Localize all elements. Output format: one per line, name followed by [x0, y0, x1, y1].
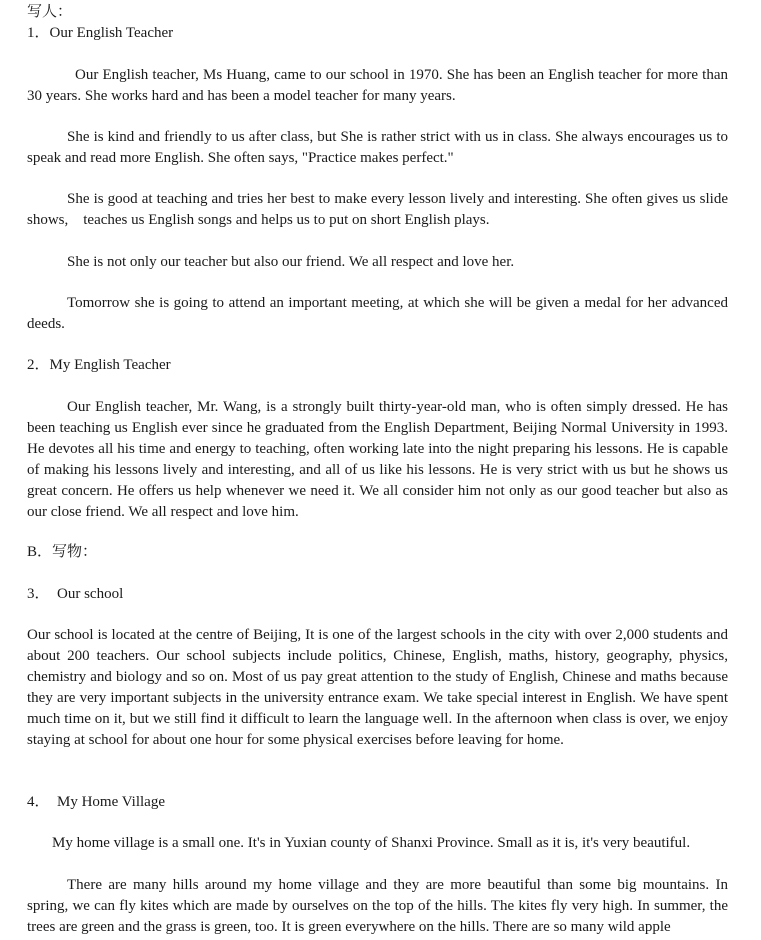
essay3-heading: 3． Our school: [27, 586, 124, 602]
essay2-paragraph: Our English teacher, Mr. Wang, is a strongly built thirty-year-old man, who is often simply dressed. He has been teaching us English ever since he graduated from the English Department, Beijing Normal University in 1993. He devotes all his time and energy to teaching, often working late into the night preparing his lessons. He is capable of making his lessons lively and interesting, and all of us like his lessons. He is very strict with us but he shows us great concern. He offers us help whenever we need it. We all consider him not only as our good teacher but also as our close friend. We all respect and love him.: [27, 399, 728, 520]
essay1-paragraph-3: She is good at teaching and tries her best to make every lesson lively and interesting. She often gives us slide shows, teaches us English songs and helps us to put on short English plays.: [27, 191, 728, 228]
essay4-paragraph-1: My home village is a small one. It's in Yuxian county of Shanxi Province. Small as it is, it's very beautiful.: [52, 835, 691, 851]
essay1-paragraph-5: Tomorrow she is going to attend an important meeting, at which she will be given a medal for her advanced deeds.: [27, 295, 728, 332]
essay4-heading: 4． My Home Village: [27, 794, 165, 810]
essay1-paragraph-2: She is kind and friendly to us after class, but She is rather strict with us in class. She always encourages us to speak and read more English. She often says, "Practice makes perfect.": [27, 129, 728, 166]
section-b-label: B．写物：: [27, 544, 98, 560]
essay3-paragraph: Our school is located at the centre of Beijing, It is one of the largest schools in the city with over 2,000 students and about 200 teachers. Our school subjects include politics, Chinese, English, maths, history, geography, physics, chemistry and biology and so on. Most of us pay great attention to the study of English, Chinese and maths because they are very important subjects in the university entrance exam. We take special interest in English. We have spent much time on it, but we still find it difficult to learn the language well. In the afternoon when class is over, we enjoy staying at school for about one hour for some physical exercises before leaving for home.: [27, 627, 728, 748]
essay1-heading: 1．Our English Teacher: [27, 25, 174, 41]
essay2-heading: 2．My English Teacher: [27, 357, 171, 373]
section-a-label: 写人：: [27, 4, 73, 20]
essay4-paragraph-2: There are many hills around my home village and they are more beautiful than some big mountains. In spring, we can fly kites which are made by ourselves on the top of the hills. The kites fly very high. In summer, the trees are green and the grass is green, too. It is green everywhere on the hills. There are so many wild apple: [27, 877, 728, 935]
essay1-paragraph-4: She is not only our teacher but also our friend. We all respect and love her.: [67, 254, 515, 270]
essay1-paragraph-1: Our English teacher, Ms Huang, came to our school in 1970. She has been an English teacher for more than 30 years. She works hard and has been a model teacher for many years.: [27, 67, 728, 104]
